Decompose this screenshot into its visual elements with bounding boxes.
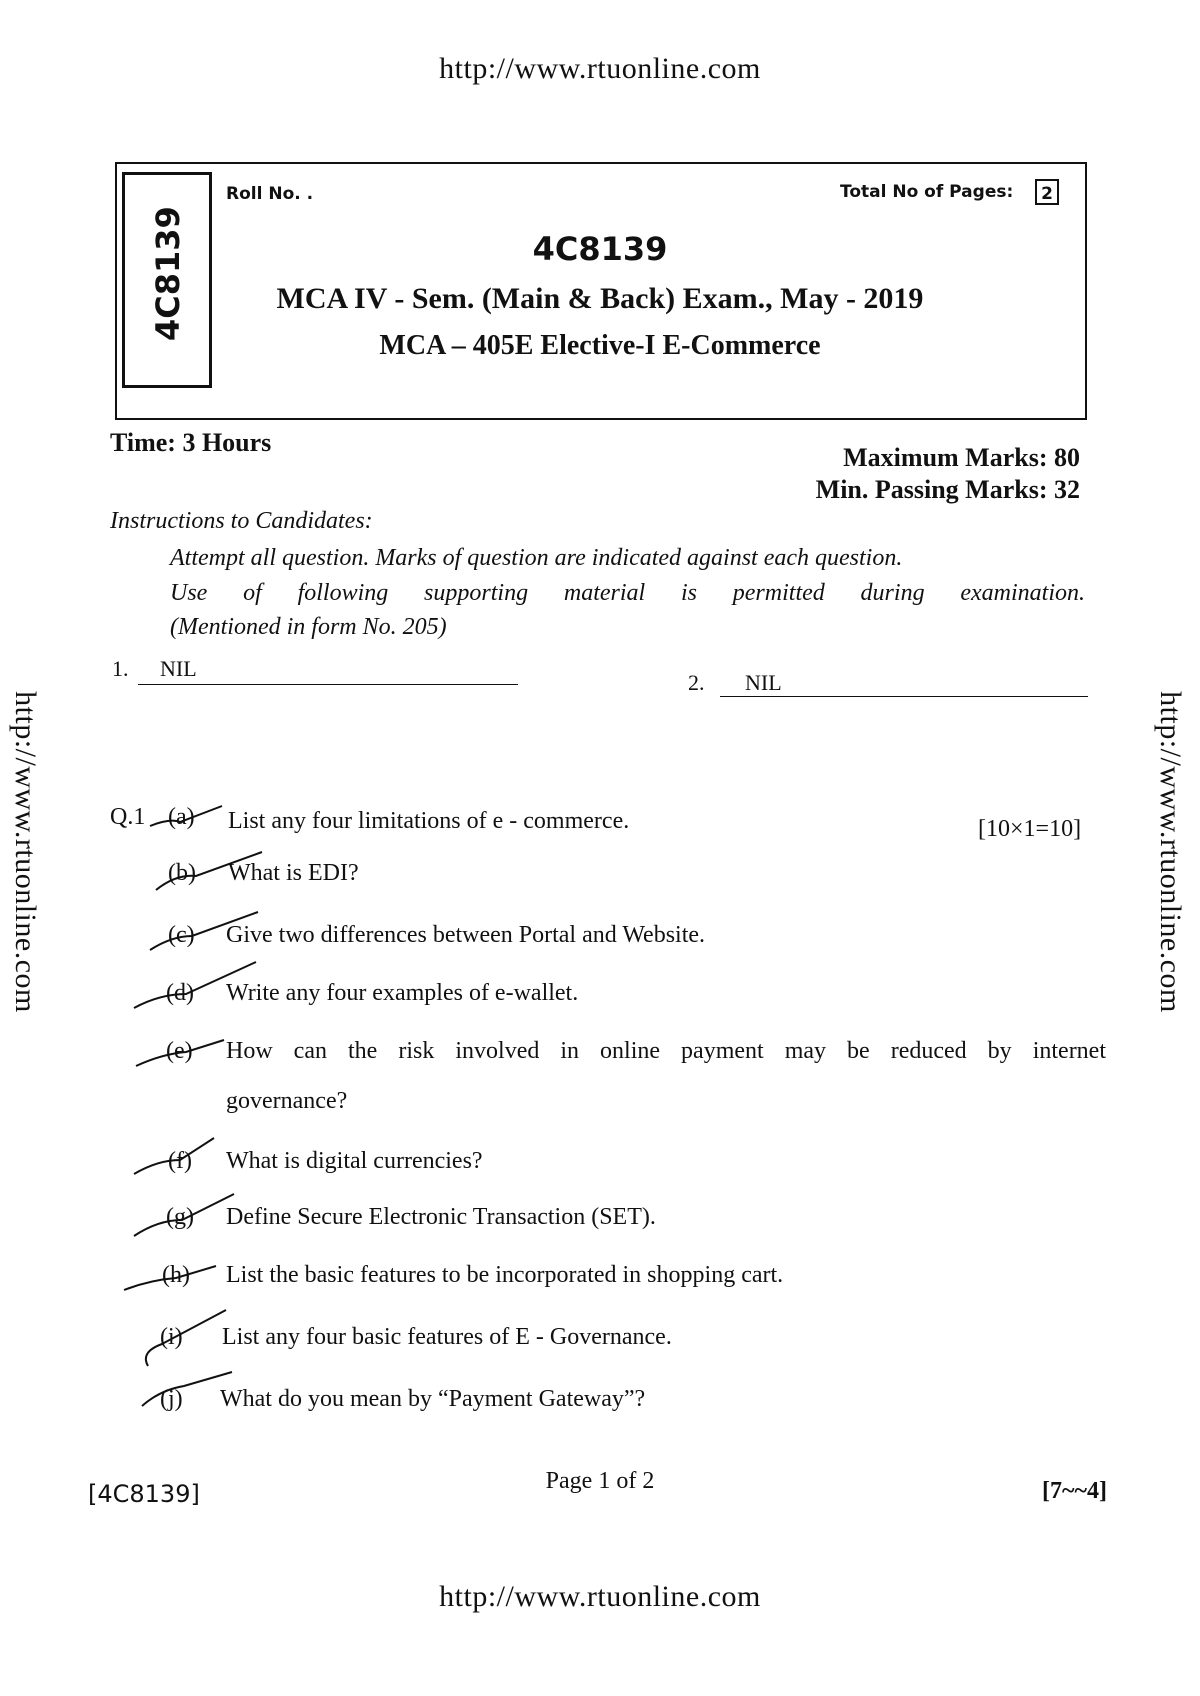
subject-title: MCA – 405E Elective-I E-Commerce [379,330,821,361]
total-pages-label: Total No of Pages: [840,182,1014,202]
exam-title: MCA IV - Sem. (Main & Back) Exam., May - 2019 [276,282,924,315]
part-label-d: (d) [166,980,194,1006]
part-text-e: How can the risk involved in online payment may be reduced by internet [226,1038,1106,1064]
paper-code-vertical: 4C8139 [149,206,187,341]
instruction-line-2: Use of following supporting material is permitted during examination. [170,580,1085,606]
footer-handwritten-mark: [7~~4] [1042,1478,1107,1504]
part-label-i: (i) [160,1324,183,1350]
paper-code: 4C8139 [532,230,668,268]
part-text-e-cont: governance? [226,1088,348,1114]
watermark-url-left: http://www.rtuonline.com [9,691,42,1013]
question-number: Q.1 [110,804,146,830]
material-2-number: 2. [688,670,705,695]
part-text-h: List the basic features to be incorporated in shopping cart. [226,1262,784,1288]
tick-mark-g [134,1194,234,1236]
maximum-marks: Maximum Marks: 80 [843,443,1080,472]
part-text-c: Give two differences between Portal and Website. [226,922,706,948]
tick-mark-i [146,1310,226,1366]
instruction-line-3: (Mentioned in form No. 205) [170,614,447,640]
material-1-number: 1. [112,656,129,681]
part-text-g: Define Secure Electronic Transaction (SET). [226,1204,656,1230]
watermark-url-top: http://www.rtuonline.com [439,52,761,85]
time-allowed: Time: 3 Hours [110,428,272,457]
part-label-e: (e) [166,1038,193,1064]
watermark-url-right: http://www.rtuonline.com [1154,691,1187,1013]
part-label-a: (a) [168,804,195,830]
tick-mark-c [150,912,258,950]
part-label-h: (h) [162,1262,190,1288]
tick-mark-h [124,1266,216,1290]
tick-mark-j [142,1372,232,1406]
min-passing-marks: Min. Passing Marks: 32 [815,475,1080,504]
part-text-f: What is digital currencies? [226,1148,483,1174]
material-1-value: NIL [160,656,197,681]
tick-mark-a [150,806,222,826]
tick-mark-d [134,962,256,1008]
roll-no-label: Roll No. . [226,184,314,204]
watermark-url-bottom: http://www.rtuonline.com [439,1580,761,1613]
instructions-heading: Instructions to Candidates: [110,508,373,534]
part-text-j: What do you mean by “Payment Gateway”? [220,1386,646,1412]
material-2-value: NIL [745,670,782,695]
part-label-b: (b) [168,860,196,886]
part-text-a: List any four limitations of e - commerce. [228,808,630,834]
part-label-f: (f) [168,1148,192,1174]
question-marks: [10×1=10] [978,816,1082,842]
tick-mark-f [134,1138,214,1174]
part-label-c: (c) [168,922,195,948]
total-pages-value: 2 [1035,179,1059,205]
part-text-d: Write any four examples of e-wallet. [226,980,579,1006]
part-label-j: (j) [160,1386,183,1412]
part-text-b: What is EDI? [228,860,359,886]
footer-paper-code: [4C8139] [88,1480,200,1508]
tick-mark-b [156,852,262,890]
page-number: Page 1 of 2 [545,1468,655,1494]
part-label-g: (g) [166,1204,194,1230]
tick-mark-e [136,1040,224,1066]
instruction-line-1: Attempt all question. Marks of question are indicated against each question. [170,545,903,571]
part-text-i: List any four basic features of E - Governance. [222,1324,672,1350]
